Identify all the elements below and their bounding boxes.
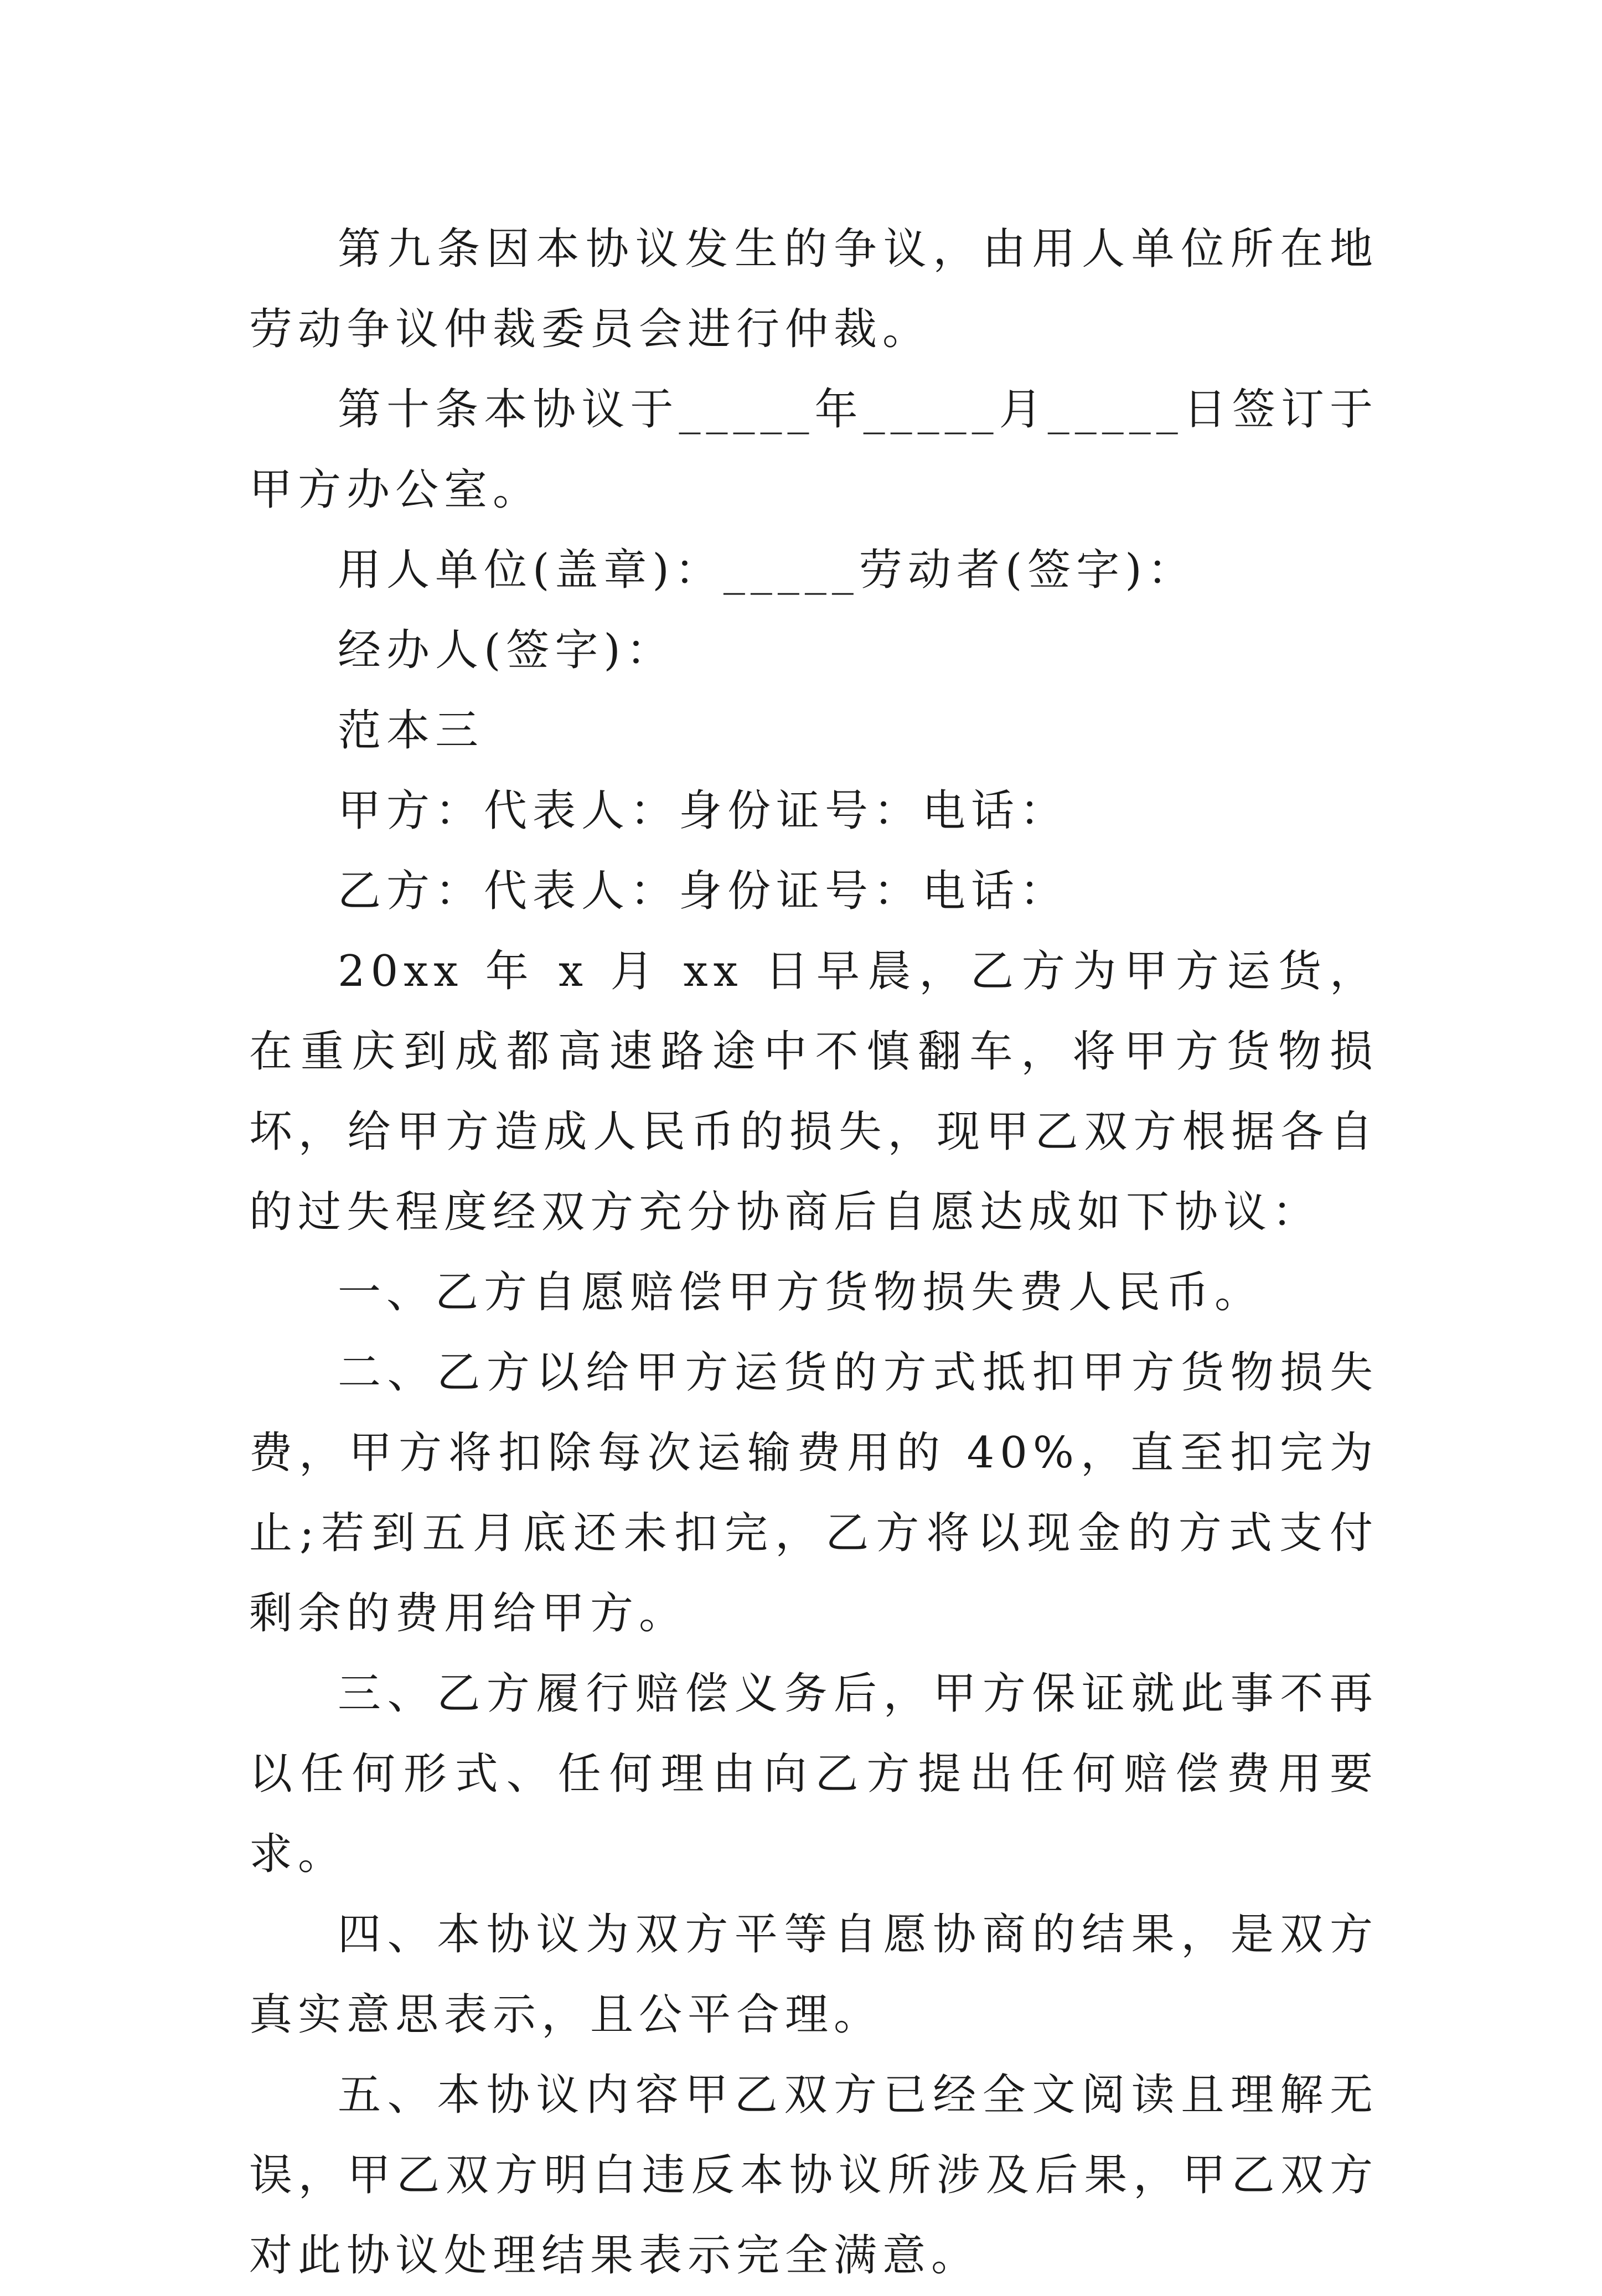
clause-2-paragraph: 二、乙方以给甲方运货的方式抵扣甲方货物损失费，甲方将扣除每次运输费用的 40%，直至扣完为止;若到五月底还未扣完，乙方将以现金的方式支付剩余的费用给甲方。 — [249, 1348, 1378, 1638]
handler-signature-line: 经办人(签字)： — [338, 625, 675, 675]
party-b-line: 乙方：代表人：身份证号：电话： — [338, 866, 1069, 916]
document-page — [249, 209, 1378, 2296]
incident-paragraph: 20xx 年 x 月 xx 日早晨，乙方为甲方运货，在重庆到成都高速路途中不慎翻车，将甲方货物损坏，给甲方造成人民币的损失，现甲乙双方根据各自的过失程度经双方充分协商后自愿达成如下协议： — [249, 947, 1378, 1237]
article-9-paragraph: 第九条因本协议发生的争议，由用人单位所在地劳动争议仲裁委员会进行仲裁。 — [249, 224, 1378, 354]
clause-4-paragraph: 四、本协议为双方平等自愿协商的结果，是双方真实意思表示，且公平合理。 — [249, 1910, 1378, 2040]
clause-5-paragraph: 五、本协议内容甲乙双方已经全文阅读且理解无误，甲乙双方明白违反本协议所涉及后果，甲乙双方对此协议处理结果表示完全满意。 — [249, 2070, 1378, 2281]
article-10-paragraph: 第十条本协议于_____年_____月_____日签订于甲方办公室。 — [249, 385, 1378, 515]
clause-1-paragraph: 一、乙方自愿赔偿甲方货物损失费人民币。 — [338, 1268, 1264, 1317]
clause-3-paragraph: 三、乙方履行赔偿义务后，甲方保证就此事不再以任何形式、任何理由向乙方提出任何赔偿费用要求。 — [249, 1669, 1378, 1879]
employer-signature-line: 用人单位(盖章)：_____劳动者(签字)： — [338, 545, 1196, 595]
party-a-line: 甲方：代表人：身份证号：电话： — [338, 786, 1069, 836]
template-three-heading: 范本三 — [338, 706, 484, 756]
